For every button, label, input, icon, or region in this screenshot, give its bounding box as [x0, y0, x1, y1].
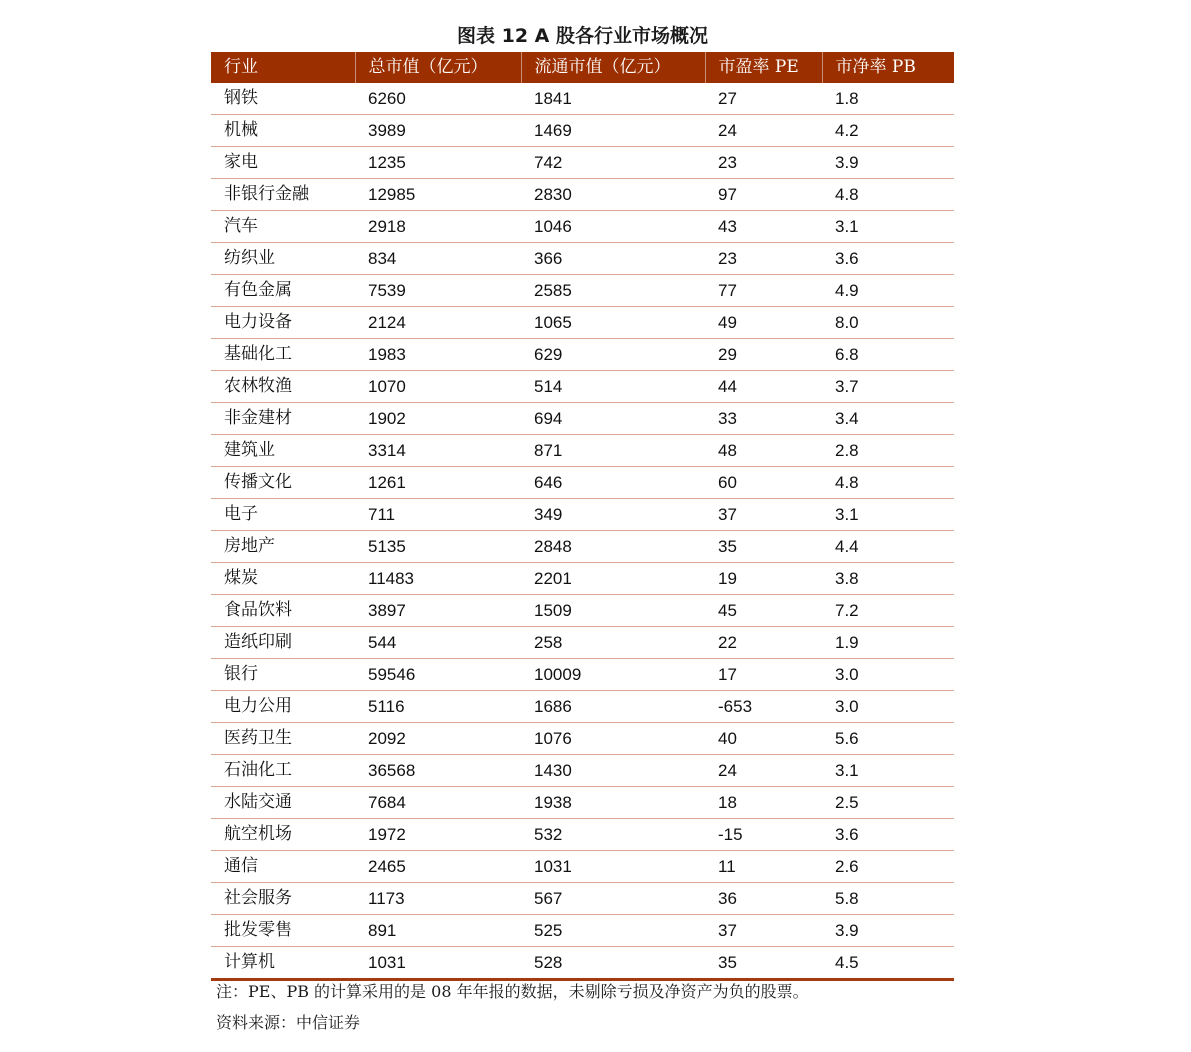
float-market-cap-cell: 1686	[521, 691, 705, 723]
total-market-cap-cell: 7539	[355, 275, 521, 307]
float-market-cap-cell: 1841	[521, 83, 705, 115]
industry-name-cell: 传播文化	[211, 467, 355, 499]
float-market-cap-cell: 366	[521, 243, 705, 275]
table-row	[211, 403, 954, 435]
industry-name-cell: 非金建材	[211, 403, 355, 435]
pe-ratio-cell: 35	[705, 531, 822, 563]
total-market-cap-cell: 12985	[355, 179, 521, 211]
pb-ratio-cell: 4.8	[822, 179, 954, 211]
pb-ratio-cell: 3.1	[822, 499, 954, 531]
pe-ratio-cell: 97	[705, 179, 822, 211]
industry-market-table	[211, 52, 954, 981]
pe-ratio-cell: 33	[705, 403, 822, 435]
table-row	[211, 851, 954, 883]
industry-name-cell: 农林牧渔	[211, 371, 355, 403]
pb-ratio-cell: 3.7	[822, 371, 954, 403]
table-row	[211, 947, 954, 980]
float-market-cap-cell: 1430	[521, 755, 705, 787]
float-market-cap-cell: 1469	[521, 115, 705, 147]
total-market-cap-cell: 1173	[355, 883, 521, 915]
float-market-cap-cell: 528	[521, 947, 705, 980]
pb-ratio-cell: 4.8	[822, 467, 954, 499]
header-row	[211, 52, 954, 83]
float-market-cap-cell: 871	[521, 435, 705, 467]
float-market-cap-cell: 694	[521, 403, 705, 435]
pe-ratio-cell: 23	[705, 147, 822, 179]
float-market-cap-cell: 1031	[521, 851, 705, 883]
total-market-cap-cell: 11483	[355, 563, 521, 595]
industry-name-cell: 社会服务	[211, 883, 355, 915]
header-pb-ratio: 市净率 PB	[822, 52, 954, 83]
pe-ratio-cell: -653	[705, 691, 822, 723]
total-market-cap-cell: 891	[355, 915, 521, 947]
pb-ratio-cell: 3.1	[822, 211, 954, 243]
header-float-market-cap: 流通市值（亿元）	[521, 52, 705, 83]
table-body	[211, 83, 954, 980]
total-market-cap-cell: 834	[355, 243, 521, 275]
industry-name-cell: 批发零售	[211, 915, 355, 947]
total-market-cap-cell: 59546	[355, 659, 521, 691]
table-row	[211, 755, 954, 787]
table-row	[211, 915, 954, 947]
industry-name-cell: 航空机场	[211, 819, 355, 851]
industry-name-cell: 银行	[211, 659, 355, 691]
total-market-cap-cell: 5135	[355, 531, 521, 563]
total-market-cap-cell: 2465	[355, 851, 521, 883]
pe-ratio-cell: 17	[705, 659, 822, 691]
pe-ratio-cell: 36	[705, 883, 822, 915]
total-market-cap-cell: 5116	[355, 691, 521, 723]
table-row	[211, 339, 954, 371]
table-row	[211, 307, 954, 339]
total-market-cap-cell: 3989	[355, 115, 521, 147]
pe-ratio-cell: 11	[705, 851, 822, 883]
industry-name-cell: 有色金属	[211, 275, 355, 307]
total-market-cap-cell: 7684	[355, 787, 521, 819]
table-row	[211, 147, 954, 179]
pe-ratio-cell: 35	[705, 947, 822, 980]
pe-ratio-cell: 29	[705, 339, 822, 371]
table-row	[211, 371, 954, 403]
float-market-cap-cell: 2201	[521, 563, 705, 595]
float-market-cap-cell: 525	[521, 915, 705, 947]
pb-ratio-cell: 3.8	[822, 563, 954, 595]
pb-ratio-cell: 1.9	[822, 627, 954, 659]
industry-name-cell: 建筑业	[211, 435, 355, 467]
pe-ratio-cell: 18	[705, 787, 822, 819]
table-row	[211, 595, 954, 627]
pe-ratio-cell: 37	[705, 499, 822, 531]
industry-name-cell: 钢铁	[211, 83, 355, 115]
float-market-cap-cell: 349	[521, 499, 705, 531]
industry-name-cell: 电力公用	[211, 691, 355, 723]
table-row	[211, 531, 954, 563]
float-market-cap-cell: 1938	[521, 787, 705, 819]
table-row	[211, 275, 954, 307]
table-row	[211, 787, 954, 819]
pb-ratio-cell: 3.0	[822, 691, 954, 723]
table-row	[211, 563, 954, 595]
industry-name-cell: 汽车	[211, 211, 355, 243]
pb-ratio-cell: 4.2	[822, 115, 954, 147]
pe-ratio-cell: 23	[705, 243, 822, 275]
pb-ratio-cell: 6.8	[822, 339, 954, 371]
total-market-cap-cell: 544	[355, 627, 521, 659]
pb-ratio-cell: 4.5	[822, 947, 954, 980]
float-market-cap-cell: 532	[521, 819, 705, 851]
float-market-cap-cell: 646	[521, 467, 705, 499]
industry-name-cell: 食品饮料	[211, 595, 355, 627]
table-row	[211, 691, 954, 723]
table-header	[211, 52, 954, 83]
total-market-cap-cell: 1972	[355, 819, 521, 851]
pe-ratio-cell: 43	[705, 211, 822, 243]
total-market-cap-cell: 711	[355, 499, 521, 531]
pb-ratio-cell: 3.6	[822, 819, 954, 851]
industry-name-cell: 纺织业	[211, 243, 355, 275]
table-note: 注：PE、PB 的计算采用的是 08 年年报的数据，未剔除亏损及净资产为负的股票。	[216, 982, 809, 1001]
table-row	[211, 883, 954, 915]
pb-ratio-cell: 3.9	[822, 147, 954, 179]
total-market-cap-cell: 1983	[355, 339, 521, 371]
pb-ratio-cell: 4.9	[822, 275, 954, 307]
industry-name-cell: 机械	[211, 115, 355, 147]
float-market-cap-cell: 742	[521, 147, 705, 179]
pe-ratio-cell: 77	[705, 275, 822, 307]
pb-ratio-cell: 3.4	[822, 403, 954, 435]
table-row	[211, 243, 954, 275]
pb-ratio-cell: 3.0	[822, 659, 954, 691]
pb-ratio-cell: 5.8	[822, 883, 954, 915]
pe-ratio-cell: 24	[705, 755, 822, 787]
pb-ratio-cell: 2.5	[822, 787, 954, 819]
industry-name-cell: 通信	[211, 851, 355, 883]
table-row	[211, 211, 954, 243]
industry-name-cell: 石油化工	[211, 755, 355, 787]
table-row	[211, 627, 954, 659]
table-source: 资料来源：中信证券	[216, 1013, 361, 1032]
industry-name-cell: 医药卫生	[211, 723, 355, 755]
float-market-cap-cell: 1076	[521, 723, 705, 755]
pb-ratio-cell: 3.6	[822, 243, 954, 275]
table-row	[211, 659, 954, 691]
pe-ratio-cell: 40	[705, 723, 822, 755]
pb-ratio-cell: 8.0	[822, 307, 954, 339]
total-market-cap-cell: 3897	[355, 595, 521, 627]
float-market-cap-cell: 1065	[521, 307, 705, 339]
pe-ratio-cell: 48	[705, 435, 822, 467]
pb-ratio-cell: 3.1	[822, 755, 954, 787]
pe-ratio-cell: 44	[705, 371, 822, 403]
float-market-cap-cell: 567	[521, 883, 705, 915]
total-market-cap-cell: 1902	[355, 403, 521, 435]
total-market-cap-cell: 2092	[355, 723, 521, 755]
pe-ratio-cell: 37	[705, 915, 822, 947]
pe-ratio-cell: 19	[705, 563, 822, 595]
table-title: 图表 12 A 股各行业市场概况	[457, 25, 708, 47]
table-row	[211, 819, 954, 851]
table-row	[211, 467, 954, 499]
industry-name-cell: 造纸印刷	[211, 627, 355, 659]
total-market-cap-cell: 2918	[355, 211, 521, 243]
pe-ratio-cell: 22	[705, 627, 822, 659]
total-market-cap-cell: 3314	[355, 435, 521, 467]
float-market-cap-cell: 2830	[521, 179, 705, 211]
pb-ratio-cell: 1.8	[822, 83, 954, 115]
total-market-cap-cell: 1070	[355, 371, 521, 403]
table-row	[211, 115, 954, 147]
total-market-cap-cell: 2124	[355, 307, 521, 339]
industry-name-cell: 电子	[211, 499, 355, 531]
pb-ratio-cell: 7.2	[822, 595, 954, 627]
industry-name-cell: 计算机	[211, 947, 355, 980]
pe-ratio-cell: 60	[705, 467, 822, 499]
float-market-cap-cell: 629	[521, 339, 705, 371]
total-market-cap-cell: 36568	[355, 755, 521, 787]
header-industry: 行业	[211, 52, 355, 83]
pb-ratio-cell: 4.4	[822, 531, 954, 563]
pe-ratio-cell: -15	[705, 819, 822, 851]
pe-ratio-cell: 45	[705, 595, 822, 627]
pb-ratio-cell: 3.9	[822, 915, 954, 947]
float-market-cap-cell: 2585	[521, 275, 705, 307]
header-total-market-cap: 总市值（亿元）	[355, 52, 521, 83]
pe-ratio-cell: 24	[705, 115, 822, 147]
total-market-cap-cell: 1031	[355, 947, 521, 980]
pe-ratio-cell: 49	[705, 307, 822, 339]
pb-ratio-cell: 2.6	[822, 851, 954, 883]
pb-ratio-cell: 2.8	[822, 435, 954, 467]
industry-name-cell: 房地产	[211, 531, 355, 563]
header-pe-ratio: 市盈率 PE	[705, 52, 822, 83]
table-row	[211, 499, 954, 531]
table-row	[211, 83, 954, 115]
industry-name-cell: 基础化工	[211, 339, 355, 371]
industry-name-cell: 非银行金融	[211, 179, 355, 211]
total-market-cap-cell: 6260	[355, 83, 521, 115]
table-row	[211, 435, 954, 467]
pe-ratio-cell: 27	[705, 83, 822, 115]
float-market-cap-cell: 258	[521, 627, 705, 659]
float-market-cap-cell: 514	[521, 371, 705, 403]
float-market-cap-cell: 2848	[521, 531, 705, 563]
pb-ratio-cell: 5.6	[822, 723, 954, 755]
industry-name-cell: 电力设备	[211, 307, 355, 339]
float-market-cap-cell: 10009	[521, 659, 705, 691]
total-market-cap-cell: 1261	[355, 467, 521, 499]
float-market-cap-cell: 1046	[521, 211, 705, 243]
table-row	[211, 179, 954, 211]
industry-name-cell: 家电	[211, 147, 355, 179]
industry-name-cell: 煤炭	[211, 563, 355, 595]
total-market-cap-cell: 1235	[355, 147, 521, 179]
float-market-cap-cell: 1509	[521, 595, 705, 627]
industry-name-cell: 水陆交通	[211, 787, 355, 819]
table-row	[211, 723, 954, 755]
